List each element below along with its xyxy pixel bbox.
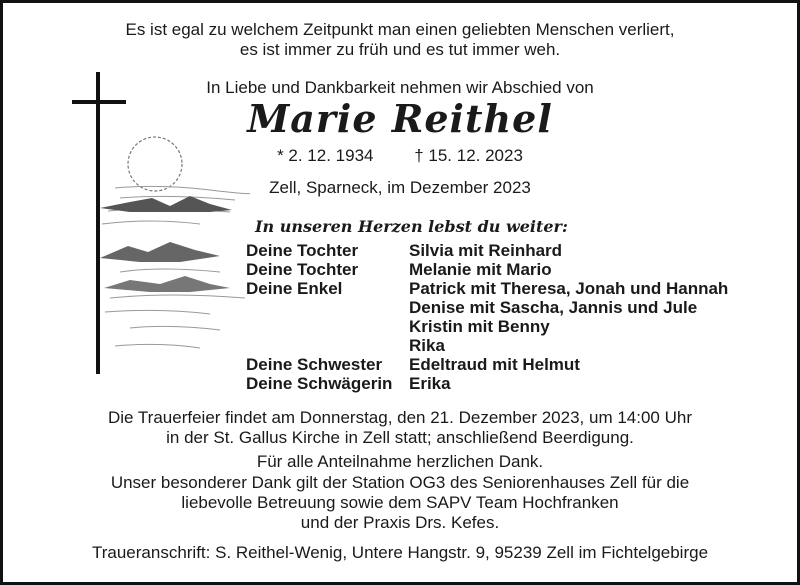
family-row [246, 355, 728, 374]
family-names: Patrick mit Theresa, Jonah und Hannah [409, 279, 729, 298]
special-thanks-line-2: liebevolle Betreuung sowie dem SAPV Team Hochfranken [181, 493, 619, 512]
death-date: † 15. 12. 2023 [414, 146, 523, 165]
mountain-ridge-lower [104, 276, 230, 292]
special-thanks-line-1: Unser besonderer Dank gilt der Station OG3 des Seniorenhauses Zell für die [110, 473, 690, 492]
intro-text: In Liebe und Dankbarkeit nehmen wir Abschied von [206, 78, 594, 97]
family-relation [246, 336, 409, 355]
family-row [246, 241, 728, 260]
family-names: Melanie mit Mario [409, 260, 552, 279]
family-relation: Deine Schwester [246, 355, 383, 374]
family-names: Denise mit Sascha, Jannis und Jule [409, 298, 698, 317]
family-list [246, 241, 728, 393]
family-relation [246, 298, 409, 317]
family-names: Edeltraud mit Helmut [409, 355, 580, 374]
family-row [246, 279, 728, 298]
birth-date: * 2. 12. 1934 [277, 146, 374, 165]
funeral-info-line-1: Die Trauerfeier findet am Donnerstag, den 21. Dezember 2023, um 14:00 Uhr [108, 408, 692, 427]
life-dates [0, 146, 800, 166]
family-relation: Deine Tochter [246, 260, 359, 279]
family-names: Rika [409, 336, 445, 355]
mourning-address: Traueranschrift: S. Reithel-Wenig, Untere Hangstr. 9, 95239 Zell im Fichtelgebirge [91, 543, 709, 562]
family-row [246, 336, 728, 355]
family-names: Kristin mit Benny [409, 317, 550, 336]
family-relation: Deine Schwägerin [246, 374, 393, 393]
deceased-name: Marie Reithel [247, 96, 553, 141]
special-thanks [0, 473, 800, 533]
mountain-ridge-middle [100, 242, 220, 262]
family-names: Silvia mit Reinhard [409, 241, 563, 260]
funeral-info [0, 408, 800, 448]
thanks-text: Für alle Anteilnahme herzlichen Dank. [256, 452, 544, 471]
place-and-date: Zell, Sparneck, im Dezember 2023 [269, 178, 531, 197]
family-row [246, 317, 728, 336]
family-relation: Deine Enkel [246, 279, 343, 298]
family-row [246, 374, 728, 393]
family-relation: Deine Tochter [246, 241, 359, 260]
special-thanks-line-3: und der Praxis Drs. Kefes. [300, 513, 500, 532]
family-row [246, 260, 728, 279]
funeral-info-line-2: in der St. Gallus Kirche in Zell statt; anschließend Beerdigung. [166, 428, 634, 447]
memorial-motto: In unseren Herzen lebst du weiter: [255, 217, 568, 236]
memorial-quote [0, 20, 800, 60]
quote-line-2: es ist immer zu früh und es tut immer weh. [239, 40, 561, 59]
family-names: Erika [409, 374, 451, 393]
family-relation [246, 317, 409, 336]
quote-line-1: Es ist egal zu welchem Zeitpunkt man einen geliebten Menschen verliert, [125, 20, 675, 39]
family-row [246, 298, 728, 317]
